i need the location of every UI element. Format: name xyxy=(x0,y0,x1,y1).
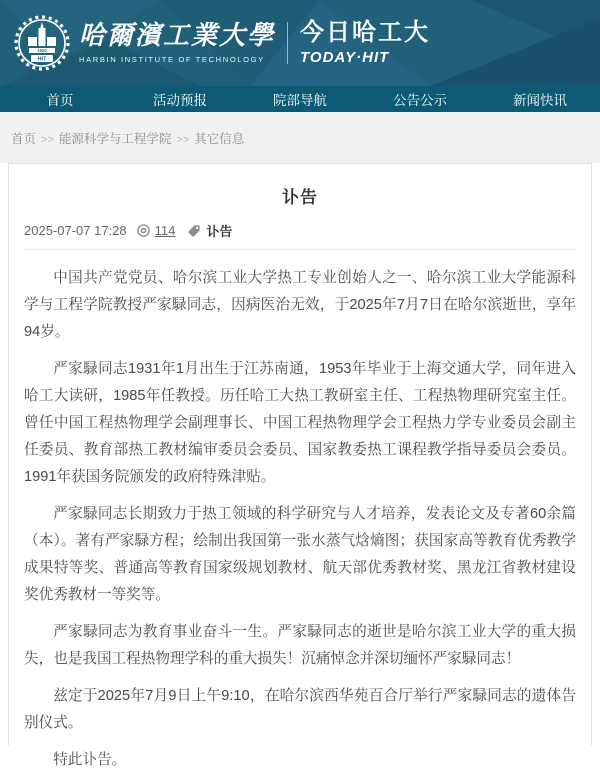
paragraph-achievements: 严家騄同志长期致力于热工领域的科学研究与人才培养，发表论文及专著60余篇（本）。著有严家騄方程；绘制出我国第一张水蒸气焓熵图；获国家高等教育优秀教学成果特等奖、普通高等教育国家级规划教材、航天部优秀教材奖、黑龙江省教材建设奖优秀教材一等奖等。 xyxy=(24,506,576,603)
breadcrumb-home[interactable]: 首页 xyxy=(11,131,37,146)
paragraph-closing: 特此讣告。 xyxy=(53,752,127,768)
site-title xyxy=(300,20,430,65)
article-card xyxy=(8,163,592,768)
breadcrumb-category[interactable]: 其它信息 xyxy=(194,131,245,146)
university-name-cn: 哈爾濱工業大學 xyxy=(79,21,276,52)
paragraph-mourning: 严家騄同志为教育事业奋斗一生。严家騄同志的逝世是哈尔滨工业大学的重大损失，也是我国工程热物理学科的重大损失！沉痛悼念并深切缅怀严家騄同志！ xyxy=(24,624,576,667)
breadcrumb xyxy=(11,129,244,147)
views-eye-icon xyxy=(136,223,151,238)
site-header xyxy=(0,0,600,86)
publish-datetime: 2025-07-07 17:28 xyxy=(24,223,127,238)
paragraph-intro: 中国共产党党员、哈尔滨工业大学热工专业创始人之一、哈尔滨工业大学能源科学与工程学院教授严家騄同志，因病医治无效，于2025年7月7日在哈尔滨逝世，享年94岁。 xyxy=(24,270,576,340)
nav-item-home[interactable]: 首页 xyxy=(46,93,74,108)
nav-item-news[interactable]: 新闻快讯 xyxy=(513,93,567,108)
paragraph-biography: 严家騄同志1931年1月出生于江苏南通，1953年毕业于上海交通大学，同年进入哈工大读研，1985年任教授。历任哈工大热工教研室主任、工程热物理研究室主任。曾任中国工程热物理学会副理事长、中国工程热物理学会工程热力学专业委员会副主任委员、教育部热工教材编审委员会委员、国家教委热工课程教学指导委员会委员。1991年获国务院颁发的政府特殊津贴。 xyxy=(24,361,576,485)
header-divider xyxy=(287,22,288,64)
page-title: 讣告 xyxy=(282,188,318,207)
site-title-cn: 今日哈工大 xyxy=(300,19,431,47)
breadcrumb-separator: >> xyxy=(41,133,54,146)
logo-year-text: 1920 xyxy=(37,48,47,54)
paragraph-ceremony: 兹定于2025年7月9日上午9:10，在哈尔滨西华苑百合厅举行严家騄同志的遗体告别仪式。 xyxy=(24,688,576,731)
article-meta xyxy=(24,221,576,240)
logo-hit-text: HIT xyxy=(37,56,47,63)
university-name-en: HARBIN INSTITUTE OF TECHNOLOGY xyxy=(79,54,265,64)
nav-item-departments[interactable]: 院部导航 xyxy=(273,93,327,108)
breadcrumb-school[interactable]: 能源科学与工程学院 xyxy=(58,131,172,146)
view-count: 114 xyxy=(154,223,176,238)
hit-logo xyxy=(14,15,70,71)
article-body xyxy=(24,250,576,774)
site-title-en: TODAY·HIT xyxy=(300,48,390,66)
nav-item-announcements[interactable]: 公告公示 xyxy=(393,93,447,108)
nav-item-events[interactable]: 活动预报 xyxy=(153,93,207,108)
tag-icon xyxy=(187,224,201,238)
main-nav xyxy=(0,86,600,112)
breadcrumb-band xyxy=(0,112,600,163)
article-tag[interactable]: 讣告 xyxy=(206,224,233,239)
breadcrumb-separator: >> xyxy=(176,133,190,146)
